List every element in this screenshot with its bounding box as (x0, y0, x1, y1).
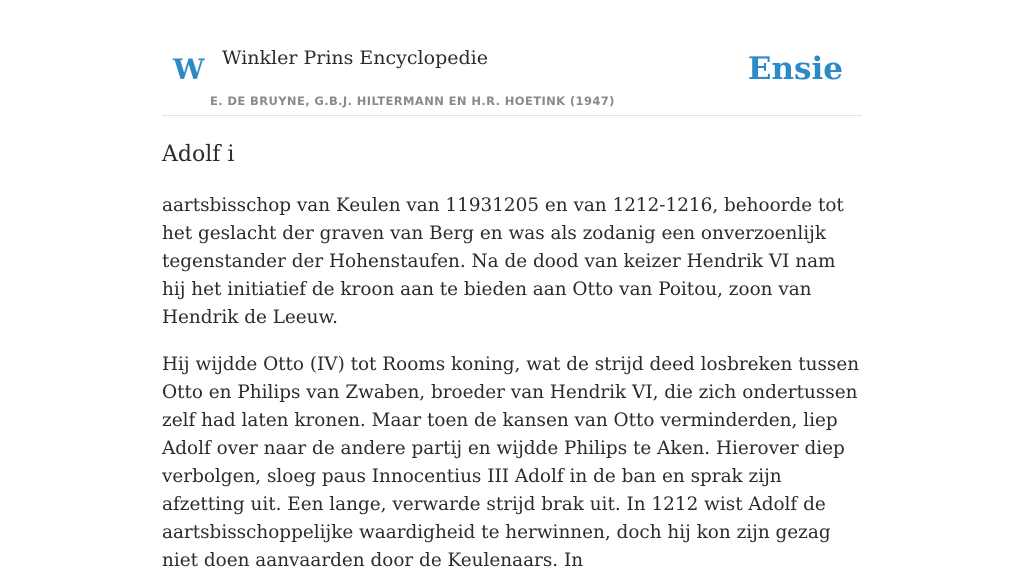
source-title[interactable]: Winkler Prins Encyclopedie (222, 47, 488, 69)
source-authors: E. DE BRUYNE, G.B.J. HILTERMANN EN H.R. HOETINK (1947) (210, 94, 615, 108)
article (162, 116, 862, 575)
page-header (162, 0, 862, 116)
ensie-logo[interactable]: Ensie (747, 51, 843, 87)
article-paragraph: aartsbisschop van Keulen van 11931205 en van 1212-1216, behoorde tot het geslacht der graven van Berg en was als zodanig een onverzoenlijk tegenstander der Hohenstaufen. Na de dood van keizer Hendrik VI nam hij het initiatief de kroon aan te bieden aan Otto van Poitou, zoon van Hendrik de Leeuw. (162, 195, 844, 328)
article-title: Adolf i (162, 142, 235, 167)
winkler-prins-logo[interactable]: W (173, 53, 205, 86)
article-paragraph: Hij wijdde Otto (IV) tot Rooms koning, wat de strijd deed losbreken tussen Otto en Philips van Zwaben, broeder van Hendrik VI, die zich ondertussen zelf had laten kronen. Maar toen de kansen van Otto verminderden, liep Adolf over naar de andere partij en wijdde Philips te Aken. Hierover diep verbolgen, sloeg paus Innocentius III Adolf in de ban en sprak zijn afzetting uit. Een lange, verwarde strijd brak uit. In 1212 wist Adolf de aartsbisschoppelijke waardigheid te herwinnen, doch hij kon zijn gezag niet doen aanvaarden door de Keulenaars. In (162, 354, 860, 571)
